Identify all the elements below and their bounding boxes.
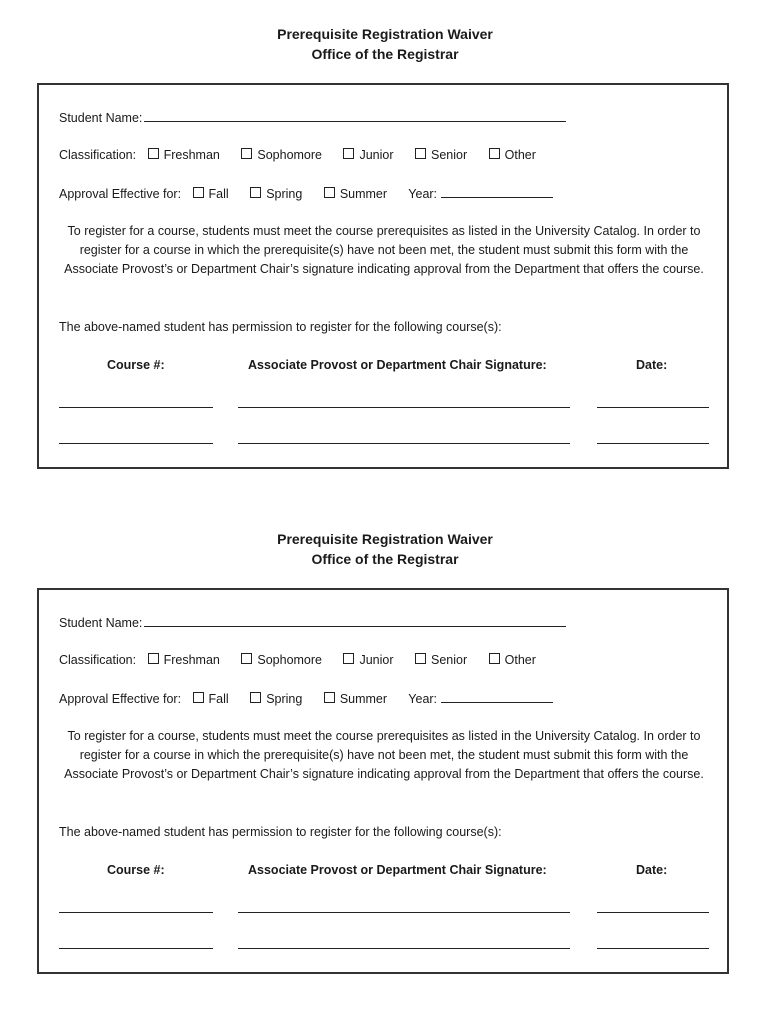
form-title: Prerequisite Registration Waiver (277, 531, 493, 547)
form-title: Prerequisite Registration Waiver (277, 26, 493, 42)
form-subtitle: Office of the Registrar (311, 46, 459, 62)
date-field[interactable] (597, 407, 709, 408)
waiver-form-1 (0, 24, 770, 372)
student-name-row (59, 614, 566, 631)
term-option-summer[interactable]: Summer (324, 186, 387, 202)
course-column-heading: Course #: (107, 358, 165, 372)
classification-row (59, 652, 554, 668)
permission-text: The above-named student has permission to register for the following course(s): (59, 320, 502, 334)
checkbox-icon[interactable] (148, 653, 159, 664)
signature-field[interactable] (238, 948, 570, 949)
date-column-heading: Date: (636, 863, 668, 877)
checkbox-icon[interactable] (324, 692, 335, 703)
signature-field[interactable] (238, 443, 570, 444)
permission-text: The above-named student has permission to register for the following course(s): (59, 825, 502, 839)
approval-label: Approval Effective for: (59, 692, 182, 706)
approval-row (59, 185, 553, 202)
course-column-heading: Course #: (107, 863, 165, 877)
checkbox-icon[interactable] (489, 148, 500, 159)
student-name-field[interactable] (144, 109, 566, 122)
classification-option-freshman[interactable]: Freshman (148, 147, 220, 163)
course-number-field[interactable] (59, 912, 213, 913)
signature-column-heading: Associate Provost or Department Chair Signature: (248, 863, 547, 877)
date-field[interactable] (597, 948, 709, 949)
checkbox-icon[interactable] (193, 187, 204, 198)
term-option-spring[interactable]: Spring (250, 691, 302, 707)
checkbox-icon[interactable] (193, 692, 204, 703)
waiver-form-2 (0, 529, 770, 877)
instructions-paragraph: To register for a course, students must meet the course prerequisites as listed in the University Catalog. In order to register for a course in which the prerequisite(s) have not been met, the student must submit this form with the Associate Provost’s or Department Chair’s signature indicating approval from the Department that offers the course. (64, 729, 704, 781)
checkbox-icon[interactable] (324, 187, 335, 198)
checkbox-icon[interactable] (148, 148, 159, 159)
date-column-heading: Date: (636, 358, 668, 372)
classification-option-senior[interactable]: Senior (415, 147, 467, 163)
classification-option-other[interactable]: Other (489, 147, 536, 163)
course-number-field[interactable] (59, 407, 213, 408)
classification-option-other[interactable]: Other (489, 652, 536, 668)
term-option-summer[interactable]: Summer (324, 691, 387, 707)
classification-option-freshman[interactable]: Freshman (148, 652, 220, 668)
approval-label: Approval Effective for: (59, 187, 182, 201)
classification-label: Classification: (59, 148, 137, 162)
term-option-fall[interactable]: Fall (193, 186, 229, 202)
checkbox-icon[interactable] (250, 692, 261, 703)
checkbox-icon[interactable] (343, 148, 354, 159)
year-label: Year: (408, 692, 438, 706)
classification-option-senior[interactable]: Senior (415, 652, 467, 668)
classification-option-sophomore[interactable]: Sophomore (241, 147, 322, 163)
year-field[interactable] (441, 690, 553, 703)
approval-row (59, 690, 553, 707)
year-label: Year: (408, 187, 438, 201)
checkbox-icon[interactable] (241, 653, 252, 664)
year-field[interactable] (441, 185, 553, 198)
course-number-field[interactable] (59, 948, 213, 949)
signature-column-heading: Associate Provost or Department Chair Signature: (248, 358, 547, 372)
checkbox-icon[interactable] (415, 653, 426, 664)
checkbox-icon[interactable] (343, 653, 354, 664)
course-number-field[interactable] (59, 443, 213, 444)
classification-option-junior[interactable]: Junior (343, 147, 393, 163)
term-option-fall[interactable]: Fall (193, 691, 229, 707)
classification-option-junior[interactable]: Junior (343, 652, 393, 668)
checkbox-icon[interactable] (241, 148, 252, 159)
instructions-paragraph: To register for a course, students must meet the course prerequisites as listed in the University Catalog. In order to register for a course in which the prerequisite(s) have not been met, the student must submit this form with the Associate Provost’s or Department Chair’s signature indicating approval from the Department that offers the course. (64, 224, 704, 276)
student-name-row (59, 109, 566, 126)
form-box (37, 83, 729, 469)
checkbox-icon[interactable] (250, 187, 261, 198)
classification-row (59, 147, 554, 163)
classification-option-sophomore[interactable]: Sophomore (241, 652, 322, 668)
checkbox-icon[interactable] (489, 653, 500, 664)
form-subtitle: Office of the Registrar (311, 551, 459, 567)
student-name-label: Student Name: (59, 616, 143, 630)
classification-label: Classification: (59, 653, 137, 667)
signature-field[interactable] (238, 407, 570, 408)
student-name-label: Student Name: (59, 111, 143, 125)
student-name-field[interactable] (144, 614, 566, 627)
checkbox-icon[interactable] (415, 148, 426, 159)
form-box (37, 588, 729, 974)
term-option-spring[interactable]: Spring (250, 186, 302, 202)
signature-field[interactable] (238, 912, 570, 913)
date-field[interactable] (597, 912, 709, 913)
date-field[interactable] (597, 443, 709, 444)
